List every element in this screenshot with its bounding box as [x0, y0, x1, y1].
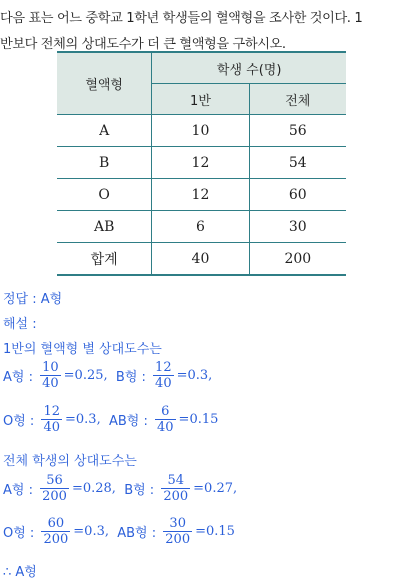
cell-class1: 12	[152, 179, 249, 211]
fraction: $\frac{10}{40}$	[42, 360, 59, 391]
cell-type: O	[57, 179, 152, 211]
total-row-oab: O형 : $\frac{60}{200}$ =0.3, AB형 : $\frac{30}{200}$ =0.15	[3, 516, 235, 547]
class1-title: 1반의 혈액형 별 상대도수는	[3, 342, 162, 357]
cell-class1: 6	[152, 211, 249, 243]
class1-row-oab: O형 : $\frac{12}{40}$ =0.3, AB형 : $\frac{6}{40}$ =0.15	[3, 404, 219, 435]
question-line-1: 다음 표는 어느 중학교 1학년 학생들의 혈액형을 조사한 것이다. 1	[0, 11, 363, 26]
fraction: $\frac{30}{200}$	[165, 516, 191, 547]
fraction: $\frac{60}{200}$	[43, 516, 69, 547]
fraction: $\frac{12}{40}$	[43, 404, 60, 435]
label-a: A형 :	[3, 370, 33, 385]
table-row	[57, 147, 346, 179]
cell-class1: 10	[152, 115, 249, 147]
table-row	[57, 211, 346, 243]
cell-total: 200	[249, 243, 346, 276]
label-a: A형 :	[3, 483, 33, 498]
cell-class1: 12	[152, 147, 249, 179]
label-ab: AB형 :	[117, 526, 157, 541]
blood-type-table	[57, 51, 346, 276]
fraction: $\frac{54}{200}$	[163, 473, 189, 504]
header-total: 전체	[249, 84, 346, 115]
cell-total: 54	[249, 147, 346, 179]
fraction: $\frac{56}{200}$	[42, 473, 67, 504]
fraction: $\frac{6}{40}$	[157, 404, 174, 435]
label-ab: AB형 :	[108, 414, 148, 429]
answer-value: A형	[40, 292, 63, 307]
cell-total: 60	[249, 179, 346, 211]
table-row-sum	[57, 243, 346, 276]
answer-label: 정답 :	[3, 292, 37, 307]
table-row	[57, 115, 346, 147]
cell-type: AB	[57, 211, 152, 243]
question-line-2: 반보다 전체의 상대도수가 더 큰 혈액형을 구하시오.	[0, 37, 286, 52]
conclusion: ∴ A형	[3, 565, 37, 580]
cell-type: B	[57, 147, 152, 179]
total-title: 전체 학생의 상대도수는	[3, 454, 137, 469]
cell-type: 합계	[57, 243, 152, 276]
cell-total: 56	[249, 115, 346, 147]
label-b: B형 :	[115, 370, 146, 385]
fraction: $\frac{12}{40}$	[155, 360, 172, 391]
header-class1: 1반	[152, 84, 249, 115]
label-o: O형 :	[3, 414, 35, 429]
cell-class1: 40	[152, 243, 249, 276]
label-o: O형 :	[3, 526, 35, 541]
table-row	[57, 179, 346, 211]
label-b: B형 :	[124, 483, 155, 498]
answer-line	[3, 288, 62, 307]
class1-row-ab: A형 : $\frac{10}{40}$ =0.25, B형 : $\frac{12}{40}$ =0.3,	[3, 360, 213, 391]
header-students: 학생 수(명)	[152, 52, 346, 84]
total-row-ab: A형 : $\frac{56}{200}$ =0.28, B형 : $\frac{54}{200}$ =0.27,	[3, 473, 238, 504]
cell-total: 30	[249, 211, 346, 243]
explain-label: 해설 :	[3, 317, 37, 332]
cell-type: A	[57, 115, 152, 147]
header-blood-type: 혈액형	[57, 52, 152, 115]
